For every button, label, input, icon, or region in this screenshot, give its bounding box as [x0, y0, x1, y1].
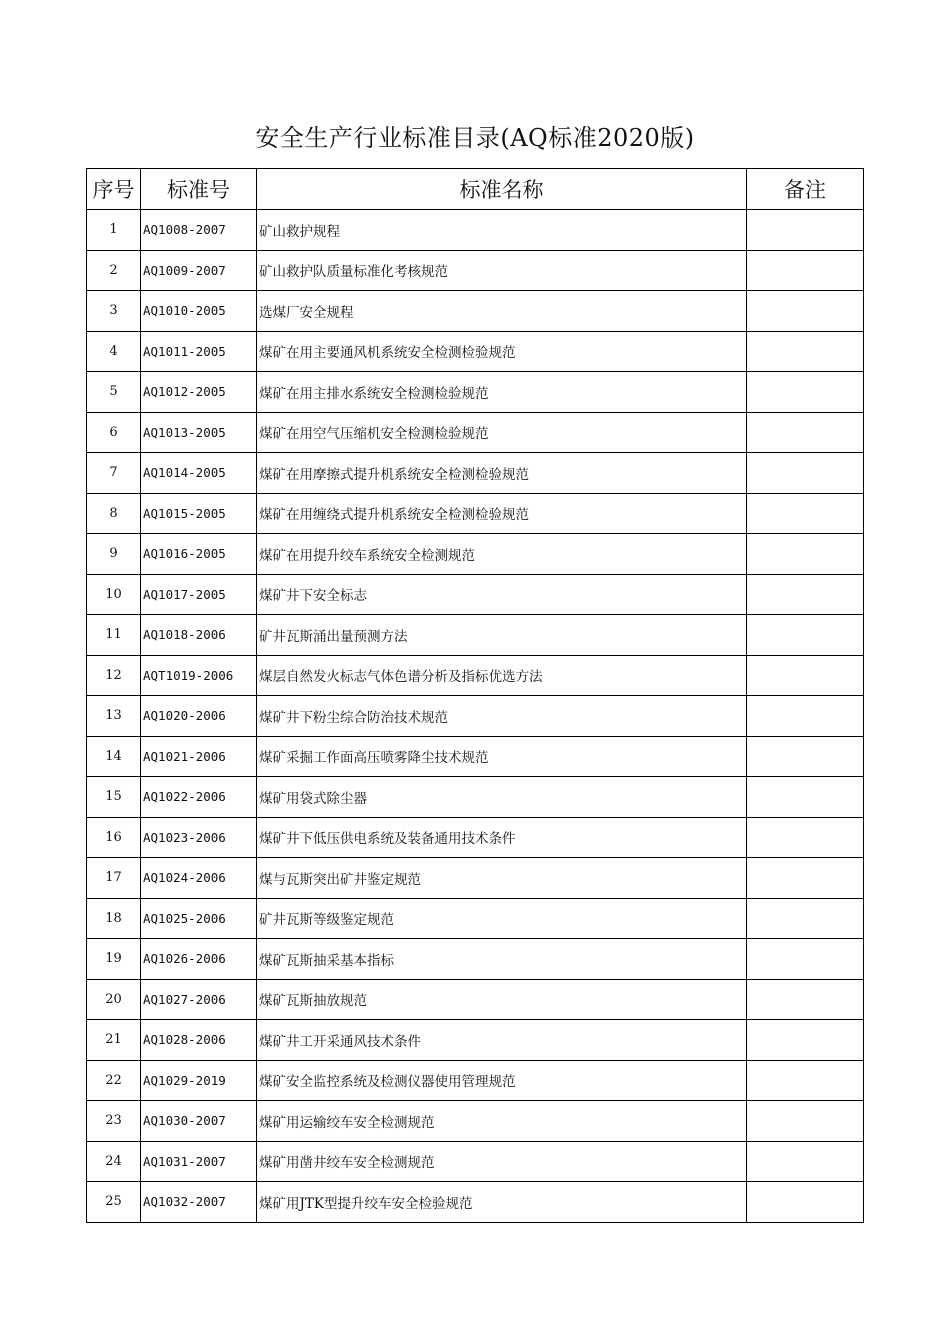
table-row	[87, 534, 864, 575]
row-code-cell: AQ1009-2007	[141, 250, 257, 291]
row-remark-cell	[747, 817, 864, 858]
row-name-cell: 煤矿在用缠绕式提升机系统安全检测检验规范	[257, 493, 747, 534]
row-name-cell: 煤矿瓦斯抽放规范	[257, 979, 747, 1020]
table-row	[87, 817, 864, 858]
table-header-row	[87, 169, 864, 210]
row-code-cell: AQ1020-2006	[141, 696, 257, 737]
row-name-cell: 矿井瓦斯等级鉴定规范	[257, 898, 747, 939]
row-code-cell: AQ1028-2006	[141, 1020, 257, 1061]
row-seq-cell: 11	[87, 615, 141, 656]
table-row	[87, 736, 864, 777]
row-seq-cell: 12	[87, 655, 141, 696]
row-code-cell: AQ1008-2007	[141, 210, 257, 251]
row-name-cell: 矿井瓦斯涌出量预测方法	[257, 615, 747, 656]
row-seq-cell: 21	[87, 1020, 141, 1061]
row-seq-cell: 6	[87, 412, 141, 453]
page-title: 安全生产行业标准目录(AQ标准2020版)	[255, 124, 695, 152]
row-remark-cell	[747, 250, 864, 291]
row-seq-cell: 18	[87, 898, 141, 939]
header-seq: 序号	[87, 169, 141, 210]
row-name-cell: 煤矿在用提升绞车系统安全检测规范	[257, 534, 747, 575]
table-row	[87, 615, 864, 656]
row-remark-cell	[747, 372, 864, 413]
row-remark-cell	[747, 1141, 864, 1182]
row-remark-cell	[747, 574, 864, 615]
row-code-cell: AQ1032-2007	[141, 1182, 257, 1223]
table-row	[87, 858, 864, 899]
row-seq-cell: 20	[87, 979, 141, 1020]
row-code-cell: AQ1030-2007	[141, 1101, 257, 1142]
row-code-cell: AQ1029-2019	[141, 1060, 257, 1101]
row-remark-cell	[747, 736, 864, 777]
row-code-cell: AQ1012-2005	[141, 372, 257, 413]
row-code-cell: AQ1023-2006	[141, 817, 257, 858]
table-row	[87, 655, 864, 696]
row-seq-cell: 8	[87, 493, 141, 534]
row-code-cell: AQ1031-2007	[141, 1141, 257, 1182]
row-code-cell: AQ1018-2006	[141, 615, 257, 656]
table-row	[87, 291, 864, 332]
row-remark-cell	[747, 696, 864, 737]
table-row	[87, 210, 864, 251]
row-remark-cell	[747, 939, 864, 980]
header-name: 标准名称	[257, 169, 747, 210]
table-row	[87, 1141, 864, 1182]
row-remark-cell	[747, 412, 864, 453]
row-seq-cell: 5	[87, 372, 141, 413]
row-name-cell: 煤矿瓦斯抽采基本指标	[257, 939, 747, 980]
row-remark-cell	[747, 858, 864, 899]
row-seq-cell: 19	[87, 939, 141, 980]
row-remark-cell	[747, 534, 864, 575]
row-code-cell: AQ1015-2005	[141, 493, 257, 534]
row-code-cell: AQ1011-2005	[141, 331, 257, 372]
row-seq-cell: 22	[87, 1060, 141, 1101]
header-code: 标准号	[141, 169, 257, 210]
row-seq-cell: 17	[87, 858, 141, 899]
table-row	[87, 574, 864, 615]
row-code-cell: AQ1014-2005	[141, 453, 257, 494]
table-row	[87, 979, 864, 1020]
row-seq-cell: 9	[87, 534, 141, 575]
row-seq-cell: 7	[87, 453, 141, 494]
row-name-cell: 矿山救护规程	[257, 210, 747, 251]
row-remark-cell	[747, 493, 864, 534]
row-remark-cell	[747, 777, 864, 818]
row-code-cell: AQ1024-2006	[141, 858, 257, 899]
row-remark-cell	[747, 331, 864, 372]
row-name-cell: 选煤厂安全规程	[257, 291, 747, 332]
row-name-cell: 煤与瓦斯突出矿井鉴定规范	[257, 858, 747, 899]
row-remark-cell	[747, 979, 864, 1020]
row-name-cell: 煤矿采掘工作面高压喷雾降尘技术规范	[257, 736, 747, 777]
table-row	[87, 1060, 864, 1101]
row-remark-cell	[747, 453, 864, 494]
row-name-cell: 矿山救护队质量标准化考核规范	[257, 250, 747, 291]
table-row	[87, 898, 864, 939]
row-seq-cell: 24	[87, 1141, 141, 1182]
row-seq-cell: 3	[87, 291, 141, 332]
table-row	[87, 1182, 864, 1223]
row-name-cell: 煤矿在用主排水系统安全检测检验规范	[257, 372, 747, 413]
row-seq-cell: 13	[87, 696, 141, 737]
row-name-cell: 煤层自然发火标志气体色谱分析及指标优选方法	[257, 655, 747, 696]
table-row	[87, 777, 864, 818]
row-remark-cell	[747, 615, 864, 656]
row-name-cell: 煤矿用袋式除尘器	[257, 777, 747, 818]
table-row	[87, 412, 864, 453]
row-seq-cell: 15	[87, 777, 141, 818]
row-code-cell: AQ1013-2005	[141, 412, 257, 453]
row-seq-cell: 10	[87, 574, 141, 615]
table-row	[87, 1101, 864, 1142]
row-code-cell: AQ1017-2005	[141, 574, 257, 615]
row-remark-cell	[747, 210, 864, 251]
row-code-cell: AQ1025-2006	[141, 898, 257, 939]
row-remark-cell	[747, 1020, 864, 1061]
row-seq-cell: 4	[87, 331, 141, 372]
row-seq-cell: 16	[87, 817, 141, 858]
row-remark-cell	[747, 1060, 864, 1101]
table-row	[87, 939, 864, 980]
table-row	[87, 372, 864, 413]
table-row	[87, 331, 864, 372]
standards-table	[86, 168, 864, 1223]
row-name-cell: 煤矿在用主要通风机系统安全检测检验规范	[257, 331, 747, 372]
row-code-cell: AQT1019-2006	[141, 655, 257, 696]
row-seq-cell: 25	[87, 1182, 141, 1223]
table-row	[87, 1020, 864, 1061]
row-remark-cell	[747, 1101, 864, 1142]
row-code-cell: AQ1026-2006	[141, 939, 257, 980]
row-code-cell: AQ1027-2006	[141, 979, 257, 1020]
row-seq-cell: 1	[87, 210, 141, 251]
row-name-cell: 煤矿在用空气压缩机安全检测检验规范	[257, 412, 747, 453]
table-row	[87, 453, 864, 494]
row-name-cell: 煤矿井工开采通风技术条件	[257, 1020, 747, 1061]
table-row	[87, 250, 864, 291]
row-remark-cell	[747, 898, 864, 939]
row-remark-cell	[747, 1182, 864, 1223]
row-name-cell: 煤矿在用摩擦式提升机系统安全检测检验规范	[257, 453, 747, 494]
row-name-cell: 煤矿用JTK型提升绞车安全检验规范	[257, 1182, 747, 1223]
row-name-cell: 煤矿用运输绞车安全检测规范	[257, 1101, 747, 1142]
row-seq-cell: 14	[87, 736, 141, 777]
row-code-cell: AQ1016-2005	[141, 534, 257, 575]
row-code-cell: AQ1010-2005	[141, 291, 257, 332]
table-row	[87, 696, 864, 737]
row-name-cell: 煤矿用凿井绞车安全检测规范	[257, 1141, 747, 1182]
row-remark-cell	[747, 291, 864, 332]
row-name-cell: 煤矿井下粉尘综合防治技术规范	[257, 696, 747, 737]
header-remark: 备注	[747, 169, 864, 210]
row-name-cell: 煤矿安全监控系统及检测仪器使用管理规范	[257, 1060, 747, 1101]
row-code-cell: AQ1022-2006	[141, 777, 257, 818]
row-seq-cell: 2	[87, 250, 141, 291]
row-name-cell: 煤矿井下安全标志	[257, 574, 747, 615]
table-row	[87, 493, 864, 534]
row-code-cell: AQ1021-2006	[141, 736, 257, 777]
row-remark-cell	[747, 655, 864, 696]
row-name-cell: 煤矿井下低压供电系统及装备通用技术条件	[257, 817, 747, 858]
row-seq-cell: 23	[87, 1101, 141, 1142]
